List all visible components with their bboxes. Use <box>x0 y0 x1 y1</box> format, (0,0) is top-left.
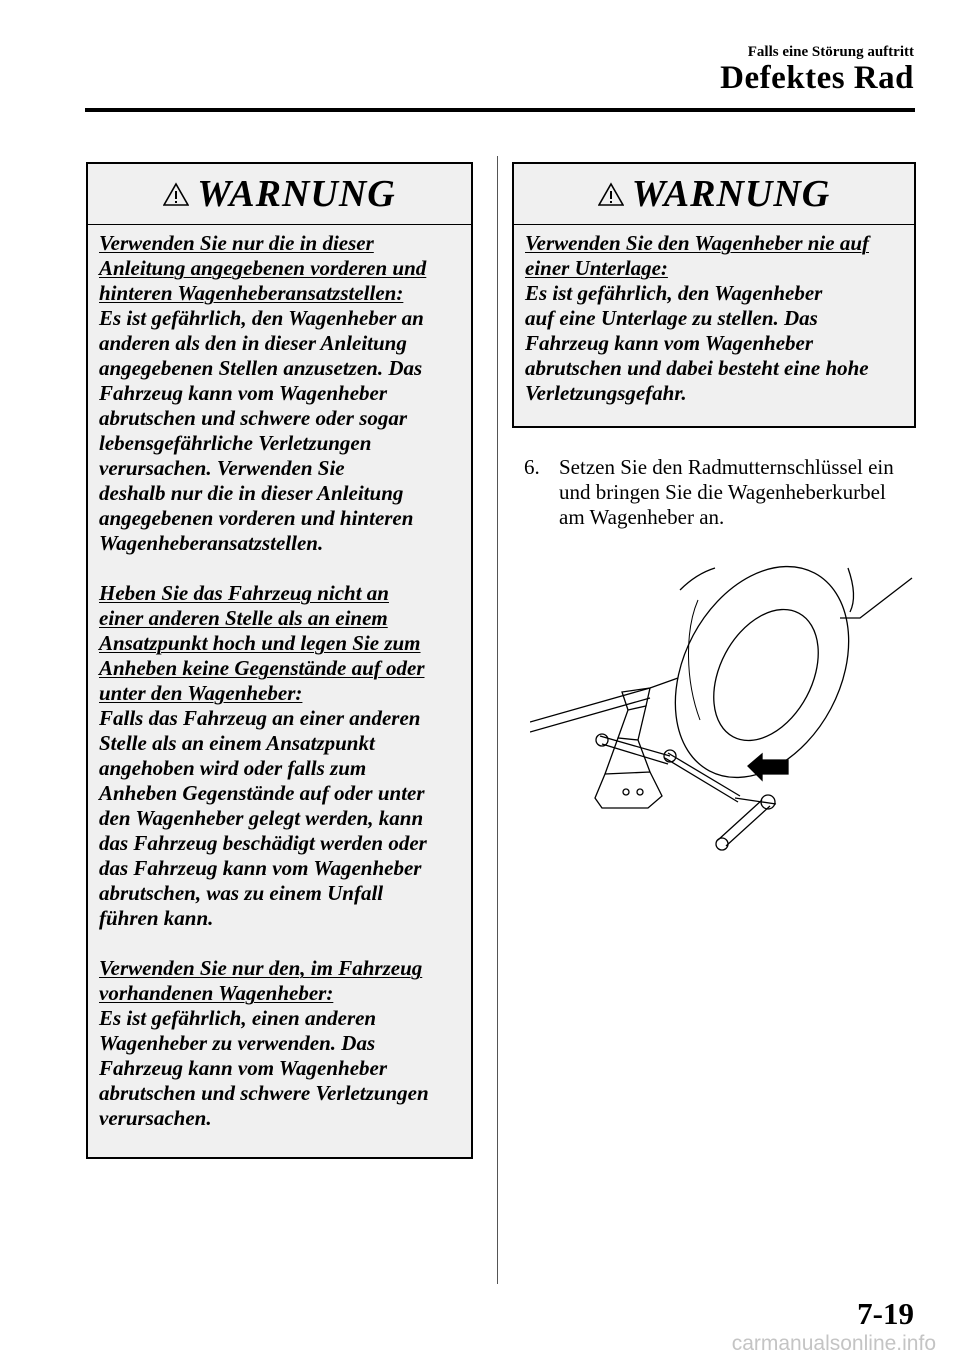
warning-text-line: den Wagenheber gelegt werden, kann <box>99 806 424 830</box>
warning-header <box>514 164 914 225</box>
warning-text-line: angehoben wird oder falls zum <box>99 756 367 780</box>
step-text-line: am Wagenheber an. <box>559 505 725 529</box>
warning-text-line: Fahrzeug kann vom Wagenheber <box>99 1056 388 1080</box>
warning-text-line: Es ist gefährlich, den Wagenheber <box>525 281 823 305</box>
warning-heading-line: einer anderen Stelle als an einem <box>99 606 388 630</box>
warning-heading-line: Anleitung angegebenen vorderen und <box>99 256 427 280</box>
warning-heading-line: Anheben keine Gegenstände auf oder <box>99 656 425 680</box>
warning-text-line: abrutschen und schwere oder sogar <box>99 406 408 430</box>
warning-text-line: Verletzungsgefahr. <box>525 381 687 405</box>
warning-title: WARNUNG <box>631 173 831 215</box>
warning-box-left <box>86 162 473 1159</box>
header-rule <box>85 108 915 112</box>
warning-heading-line: unter den Wagenheber: <box>99 681 303 705</box>
warning-text-line: auf eine Unterlage zu stellen. Das <box>525 306 818 330</box>
warning-text-line: deshalb nur die in dieser Anleitung <box>99 481 404 505</box>
step-text-line: und bringen Sie die Wagenheberkurbel <box>559 480 886 504</box>
warning-box-right <box>512 162 916 428</box>
warning-text-line: führen kann. <box>99 906 214 930</box>
warning-title: WARNUNG <box>197 173 396 215</box>
warning-heading-line: hinteren Wagenheberansatzstellen: <box>99 281 404 305</box>
warning-body <box>514 225 914 416</box>
warning-text-line: anderen als den in dieser Anleitung <box>99 331 407 355</box>
warning-heading-line: vorhandenen Wagenheber: <box>99 981 334 1005</box>
warning-text-line: verursachen. Verwenden Sie <box>99 456 345 480</box>
warning-text-line: abrutschen und dabei besteht eine hohe <box>525 356 869 380</box>
watermark: carmanualsonline.info <box>731 1332 936 1355</box>
warning-text-line: lebensgefährliche Verletzungen <box>99 431 372 455</box>
page-number: 7-19 <box>857 1296 914 1331</box>
warning-text-line: Fahrzeug kann vom Wagenheber <box>99 381 388 405</box>
warning-text-line: Stelle als an einem Ansatzpunkt <box>99 731 375 755</box>
warning-heading-line: Verwenden Sie nur die in dieser <box>99 231 374 255</box>
warning-text-line: Wagenheberansatzstellen. <box>99 531 324 555</box>
warning-text-line: Es ist gefährlich, den Wagenheber an <box>99 306 424 330</box>
warning-text-line: das Fahrzeug kann vom Wagenheber <box>99 856 422 880</box>
warning-text-line: Anheben Gegenstände auf oder unter <box>99 781 425 805</box>
warning-heading-line: Verwenden Sie den Wagenheber nie auf <box>525 231 869 255</box>
warning-text-line: abrutschen, was zu einem Unfall <box>99 881 384 905</box>
warning-triangle-icon <box>598 182 624 206</box>
warning-header <box>88 164 471 225</box>
warning-text-line: verursachen. <box>99 1106 212 1130</box>
warning-text-line: angegebenen Stellen anzusetzen. Das <box>99 356 423 380</box>
step-number: 6. <box>524 455 540 479</box>
page-title: Defektes Rad <box>720 60 914 96</box>
warning-text-line: Fahrzeug kann vom Wagenheber <box>525 331 814 355</box>
header-section-title: Falls eine Störung auftritt <box>747 44 914 60</box>
warning-text-line: Es ist gefährlich, einen anderen <box>99 1006 377 1030</box>
warning-text-line: abrutschen und schwere Verletzungen <box>99 1081 429 1105</box>
warning-text-line: das Fahrzeug beschädigt werden oder <box>99 831 427 855</box>
step-text-line: Setzen Sie den Radmutternschlüssel ein <box>559 455 894 479</box>
warning-heading-line: Verwenden Sie nur den, im Fahrzeug <box>99 956 423 980</box>
column-divider <box>497 156 498 1284</box>
instruction-step <box>524 455 919 530</box>
warning-text-line: angegebenen vorderen und hinteren <box>99 506 414 530</box>
warning-triangle-icon <box>163 182 189 206</box>
warning-text-line: Falls das Fahrzeug an einer anderen <box>99 706 421 730</box>
warning-heading-line: einer Unterlage: <box>525 256 668 280</box>
paragraph-gap <box>99 931 459 956</box>
step-text <box>524 455 919 530</box>
warning-body <box>88 225 471 1141</box>
warning-heading-line: Ansatzpunkt hoch und legen Sie zum <box>99 631 421 655</box>
paragraph-gap <box>99 556 459 581</box>
warning-text-line: Wagenheber zu verwenden. Das <box>99 1031 376 1055</box>
jack-wheel-illustration <box>530 560 915 860</box>
warning-heading-line: Heben Sie das Fahrzeug nicht an <box>99 581 389 605</box>
